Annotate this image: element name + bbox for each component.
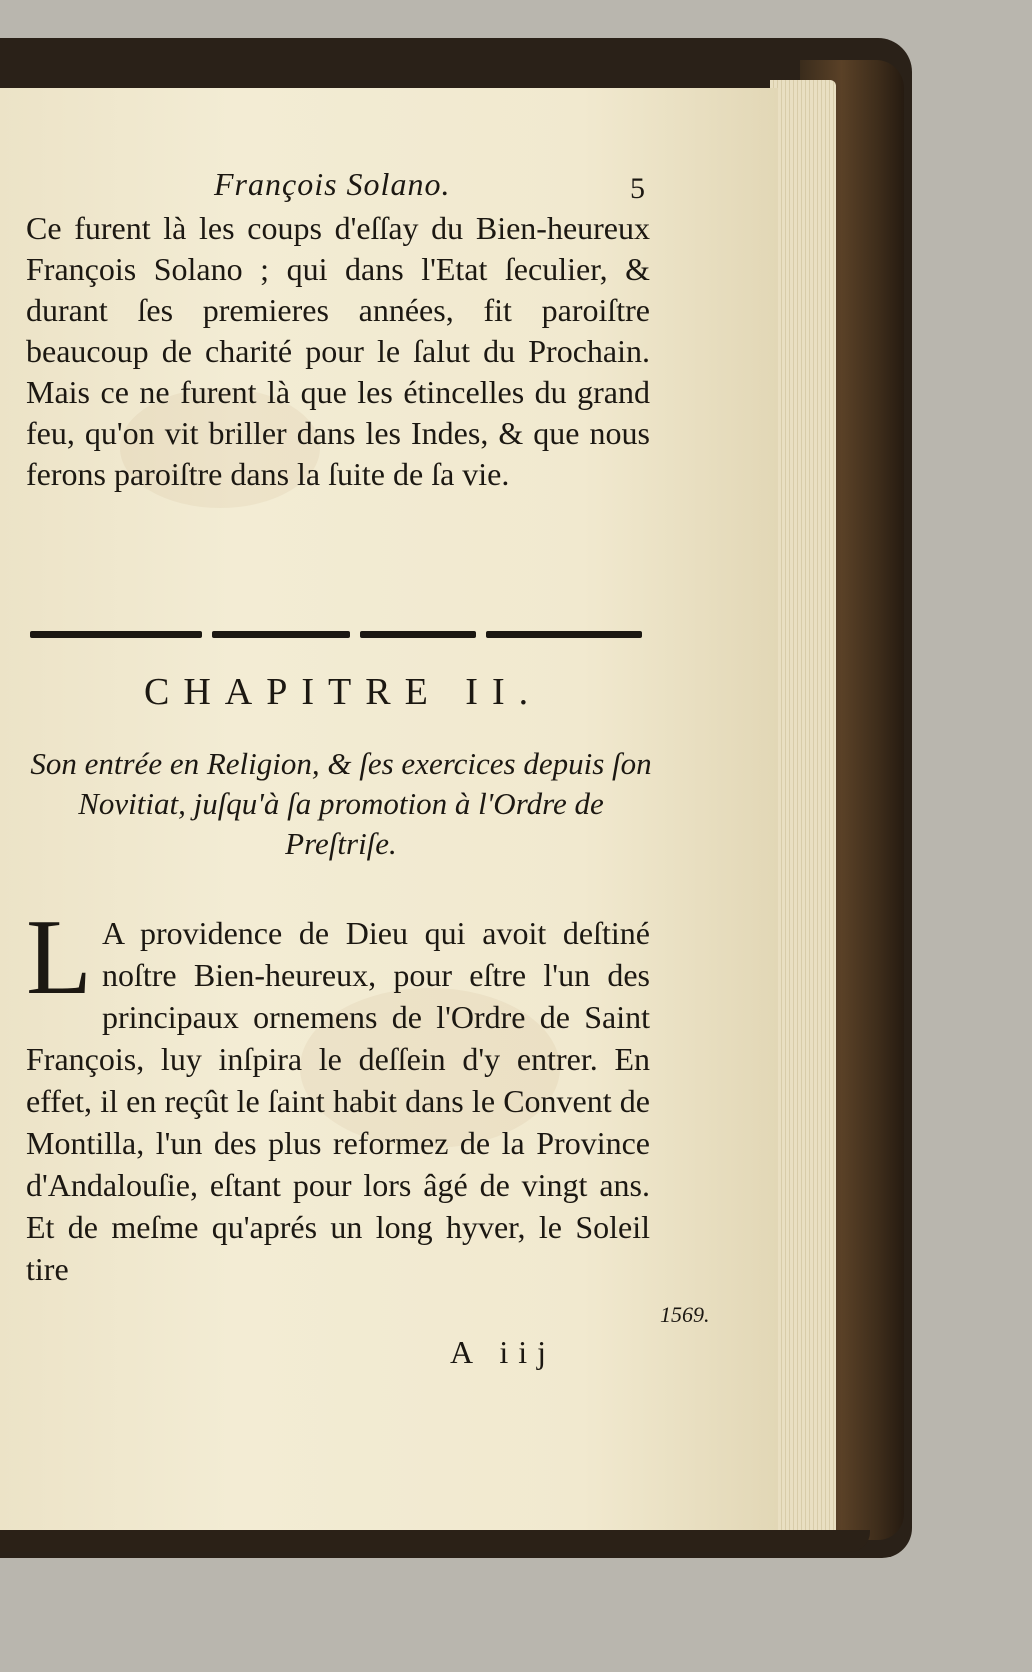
margin-date: 1569. bbox=[660, 1302, 710, 1327]
paragraph-2-text: A providence de Dieu qui avoit deſtiné noſtre Bien-heureux, pour eſtre l'un des principaux ornemens de l'Ordre de Saint François, luy inſpira le deſſein d'y entrer. En effet, il en reçût le ſaint habit dans le Convent de Montilla, l'un des plus reformez de la Province d'Andalouſie, eſtant pour lors âgé de vingt ans. Et de meſme qu'aprés un long hyver, le Soleil tire bbox=[26, 915, 650, 1287]
chapter-heading: CHAPITRE II. bbox=[144, 671, 543, 713]
paragraph-2 bbox=[26, 898, 650, 1290]
paragraph-1: Ce furent là les coups d'eſſay du Bien-heureux François Solano ; qui dans l'Etat ſeculier, & durant ſes premieres années, fit paroiſtre beaucoup de charité pour le ſalut du Prochain. Mais ce ne furent là que les étincelles du grand feu, qu'on vit briller dans les Indes, & que nous ferons paroiſtre dans la ſuite de ſa vie. bbox=[26, 210, 650, 492]
running-head: François Solano. bbox=[214, 166, 451, 202]
page-block-edge bbox=[770, 80, 836, 1540]
dropcap: L bbox=[26, 898, 92, 1017]
ornamental-rule bbox=[30, 631, 642, 639]
page-bottom-edge bbox=[0, 1530, 870, 1552]
signature-mark: A iij bbox=[450, 1334, 557, 1370]
chapter-subtitle: Son entrée en Religion, & ſes exercices depuis ſon Novitiat, juſqu'à ſa promotion à l'Ordre de Preſtriſe. bbox=[30, 746, 652, 861]
page-number: 5 bbox=[630, 172, 645, 205]
